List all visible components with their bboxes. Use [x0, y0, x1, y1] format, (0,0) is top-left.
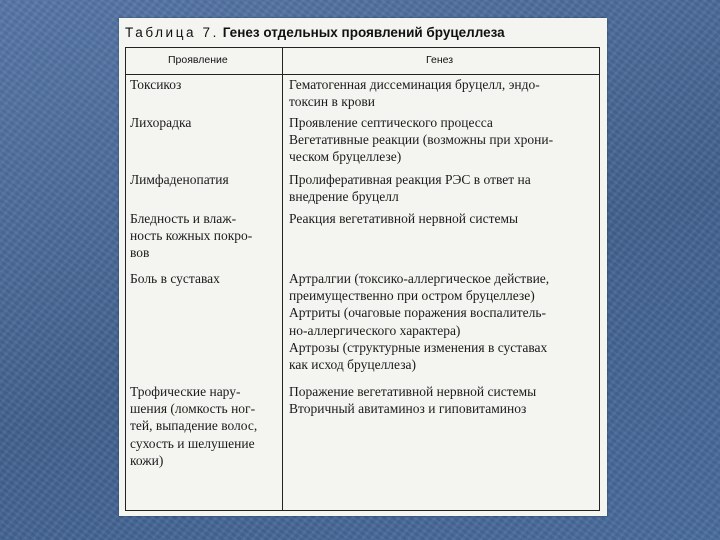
- row-fever-manifestation: [130, 114, 191, 131]
- cell-line: Токсикоз: [130, 77, 182, 92]
- cell-line: Вторичный авитаминоз и гиповитаминоз: [289, 401, 527, 417]
- cell-line: внедрение бруцелл: [289, 189, 399, 205]
- cell-line: Поражение вегетативной нервной системы: [289, 384, 537, 399]
- cell-line: Лихорадка: [130, 115, 192, 130]
- header-manifestation: Проявление: [168, 54, 228, 66]
- row-fever-genesis: [289, 114, 553, 166]
- table-number: Таблица 7.: [125, 25, 219, 40]
- row-joint-pain-genesis: [289, 270, 549, 373]
- row-lymphadenopathy-genesis: [289, 171, 531, 205]
- row-joint-pain-manifestation: [130, 270, 220, 287]
- cell-line: Артралгии (токсико-аллергическое действие,: [289, 271, 550, 286]
- table-title: Генез отдельных проявлений бруцеллеза: [222, 25, 505, 40]
- cell-line: Боль в суставах: [130, 271, 220, 286]
- table-page: [119, 18, 607, 516]
- row-toxicosis-manifestation: [130, 76, 181, 93]
- table-header-row: [126, 48, 599, 75]
- brucellosis-table: [125, 47, 600, 511]
- cell-line: Артриты (очаговые поражения воспалитель-: [289, 305, 546, 321]
- cell-line: Бледность и влаж-: [130, 211, 237, 226]
- cell-line: Проявление септического процесса: [289, 115, 493, 130]
- cell-line: вов: [130, 245, 150, 261]
- cell-line: сухость и шелушение: [130, 435, 255, 451]
- row-pallor-manifestation: [130, 210, 252, 262]
- cell-line: ность кожных покро-: [130, 228, 253, 244]
- cell-line: токсин в крови: [289, 94, 375, 110]
- cell-line: Реакция вегетативной нервной системы: [289, 211, 519, 226]
- cell-line: Гематогенная диссеминация бруцелл, эндо-: [289, 77, 540, 92]
- row-toxicosis-genesis: [289, 76, 540, 110]
- cell-line: преимущественно при остром бруцеллезе): [289, 288, 535, 304]
- table-caption: [125, 22, 601, 44]
- cell-line: Пролиферативная реакция РЭС в ответ на: [289, 172, 531, 187]
- header-genesis: Генез: [426, 54, 454, 66]
- cell-line: ческом бруцеллезе): [289, 149, 402, 165]
- cell-line: как исход бруцеллеза): [289, 356, 417, 372]
- cell-line: шения (ломкость ног-: [130, 401, 256, 417]
- cell-line: Вегетативные реакции (возможны при хрони-: [289, 132, 554, 148]
- row-trophic-manifestation: [130, 383, 257, 469]
- row-pallor-genesis: [289, 210, 518, 227]
- cell-line: но-аллергического характера): [289, 322, 461, 338]
- cell-line: Артрозы (структурные изменения в суставах: [289, 339, 548, 355]
- cell-line: Лимфаденопатия: [130, 172, 229, 187]
- column-divider: [282, 48, 283, 510]
- cell-line: Трофические нару-: [130, 384, 241, 399]
- cell-line: кожи): [130, 452, 164, 468]
- cell-line: тей, выпадение волос,: [130, 418, 258, 434]
- row-lymphadenopathy-manifestation: [130, 171, 229, 188]
- row-trophic-genesis: [289, 383, 536, 417]
